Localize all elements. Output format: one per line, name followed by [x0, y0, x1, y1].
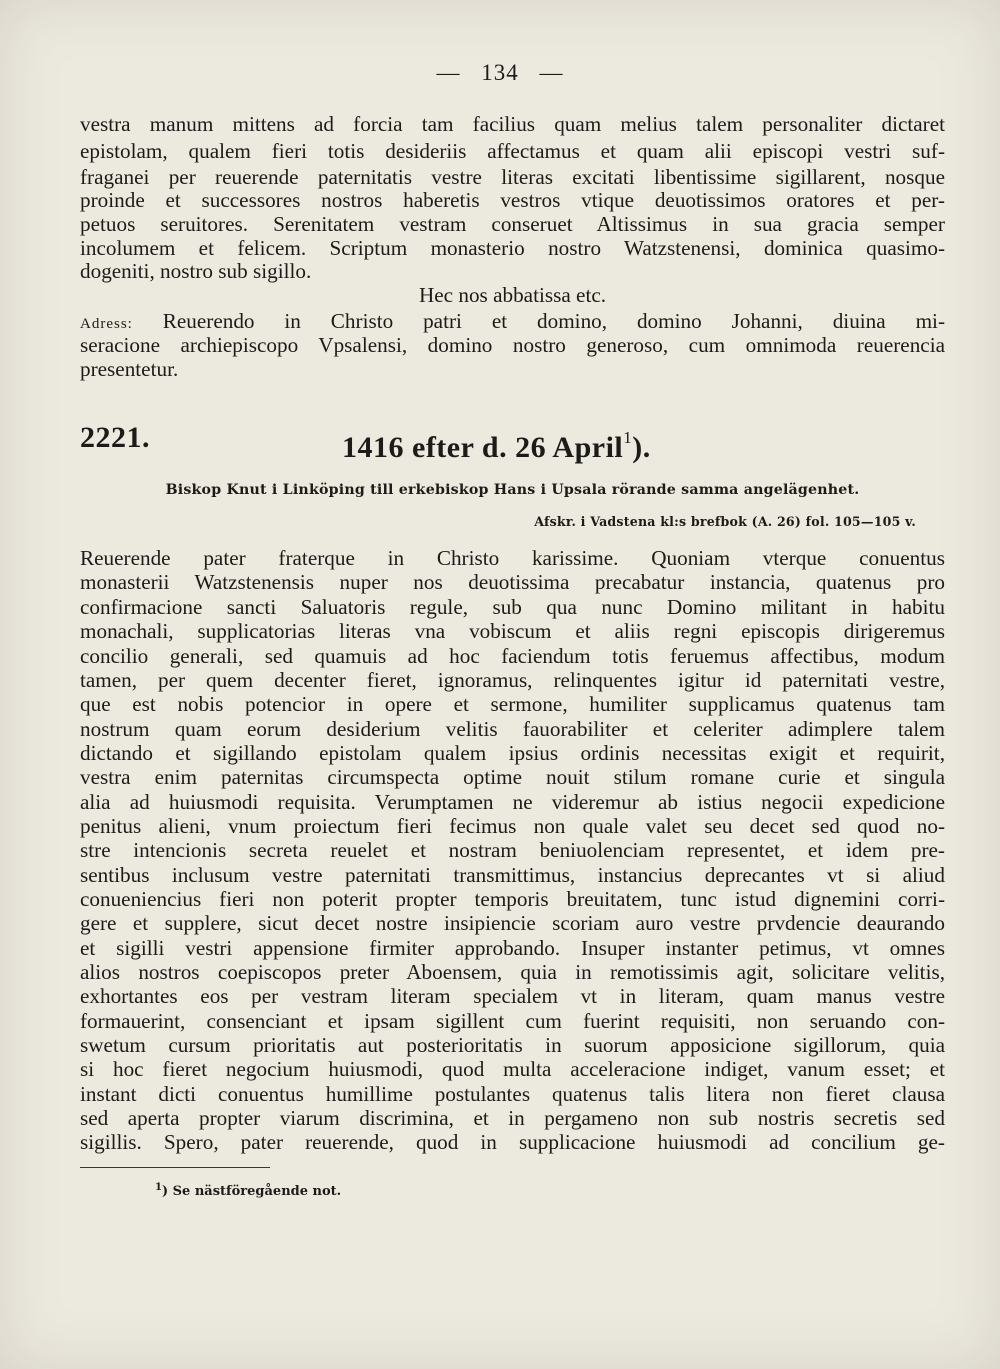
text-line: si hoc fieret negocium huiusmodi, quod multa acceleracione indiget, vanum esset; et [80, 1057, 945, 1081]
text-line: dictando et sigillando epistolam qualem ipsius ordinis necessitas exigit et requirit, [80, 741, 945, 765]
entry-date-close: ). [632, 431, 651, 464]
text-line: swetum cursum prioritatis aut posterioritatis in suorum apposicione sigillorum, quia [80, 1033, 945, 1057]
address-label: Adress: [80, 316, 133, 332]
text-line: vestra enim paternitas circumspecta optime nouit stilum romane curie et singula [80, 765, 945, 789]
text-line: alios nostros coepiscopos preter Aboensem, quia in remotissimis agit, solicitare velitis, [80, 960, 945, 984]
text-line: sed aperta propter viarum discrimina, et in pergameno non sub nostris secretis sed [80, 1106, 945, 1130]
text-line: monachali, supplicatorias literas vna vobiscum et aliis regni episcopis dirigeremus [80, 619, 945, 643]
entry-date-text: 1416 efter d. 26 April [342, 431, 624, 464]
footnote-text: Se nästföregående not. [172, 1184, 342, 1199]
entry-heading [80, 418, 945, 464]
text-line: Reuerende pater fraterque in Christo karissime. Quoniam vterque conuentus [80, 546, 945, 570]
text-line: instant dicti conuentus humillime postulantes quatenus talis litera non fieret clausa [80, 1082, 945, 1106]
text-line: vestra manum mittens ad forcia tam facilius quam melius talem personaliter dictaret [80, 112, 945, 136]
text-line: exhortantes eos per vestram literam specialem vt in literam, quam manus vestre [80, 984, 945, 1008]
text-line: epistolam, qualem fieri totis desideriis affectamus et quam alii episcopi vestri suf- [80, 139, 945, 163]
text-line: concilio generali, sed quamuis ad hoc faciendum totis feruemus affectibus, modum [80, 644, 945, 668]
address-line: presentetur. [80, 357, 179, 381]
entry-summary: Biskop Knut i Linköping till erkebiskop Hans i Upsala rörande samma angelägenhet. [165, 482, 860, 498]
text-line: et sigilli vestri appensione firmiter approbando. Insuper instanter petimus, vt omnes [80, 936, 945, 960]
entry-number: 2221. [80, 421, 150, 454]
footnote-marker-close: ) [161, 1184, 169, 1199]
text-line: sigillis. Spero, pater reuerende, quod in supplicacione huiusmodi ad concilium ge- [80, 1130, 945, 1154]
text-line: proinde et successores nostros haberetis vestros vtique deuotissimos oratores et per- [80, 188, 945, 212]
text-line: petuos seruitores. Serenitatem vestram conseruet Altissimus in sua gracia semper [80, 212, 945, 236]
address-text: Reuerendo in Christo patri et domino, domino Johanni, diuina mi- [162, 309, 945, 333]
text-line: fraganei per reuerende paternitatis vestre literas excitati libentissime sigillarent, nosque [80, 165, 945, 189]
text-line: formauerint, consenciant et ipsam sigillent cum fuerint requisiti, non seruando con- [80, 1009, 945, 1033]
signature-line: Hec nos abbatissa etc. [418, 283, 607, 307]
text-line: nostrum quam eorum desiderium velitis fauorabiliter et celeriter adimplere talem [80, 717, 945, 741]
text-line: stre intencionis secreta reuelet et nostram beniuolenciam representet, et idem pre- [80, 838, 945, 862]
footnote-reference: 1 [623, 428, 633, 447]
header-dash-right: — [539, 60, 564, 85]
footnote-marker: 1 [155, 1182, 162, 1193]
text-line: conueniencius fieri non poterit propter temporis breuitatem, tunc istud dignemini corri- [80, 887, 945, 911]
text-line: monasterii Watzstenensis nuper nos deuotissima precabatur instancia, quatenus pro [80, 570, 945, 594]
footnote-divider [80, 1167, 270, 1168]
text-line: alia ad huiusmodi requisita. Verumptamen ne videremur ab istius negocii expedicione [80, 790, 945, 814]
text-line: gere et supplere, sicut decet nostre insipiencie scoriam auro vestre prvdencie deaurando [80, 911, 945, 935]
page-header [0, 60, 1000, 86]
page-number: 134 [481, 60, 519, 85]
text-line: confirmacione sancti Saluatoris regule, sub qua nunc Domino militant in habitu [80, 595, 945, 619]
text-line: penitus alieni, vnum proiectum fieri fecimus non quale valet seu decet sed quod no- [80, 814, 945, 838]
footnote [155, 1182, 341, 1199]
text-line: incolumem et felicem. Scriptum monasterio nostro Watzstenensi, dominica quasimo- [80, 236, 945, 260]
address-line: seracione archiepiscopo Vpsalensi, domino nostro generoso, cum omnimoda reuerencia [80, 333, 945, 357]
text-line: que est nobis potencior in opere et sermone, humiliter supplicamus quatenus tam [80, 692, 945, 716]
text-line: tamen, per quem decenter fieret, ignoramus, relinquentes igitur id paternitati vestre, [80, 668, 945, 692]
address-line [80, 309, 945, 333]
header-dash-left: — [436, 60, 461, 85]
entry-date [342, 418, 651, 468]
text-line: sentibus inclusum vestre paternitati transmittimus, instancius deprecantes vt si aliud [80, 863, 945, 887]
entry-source: Afskr. i Vadstena kl:s brefbok (A. 26) fol. 105—105 v. [534, 514, 916, 529]
text-line: dogeniti, nostro sub sigillo. [80, 259, 312, 283]
